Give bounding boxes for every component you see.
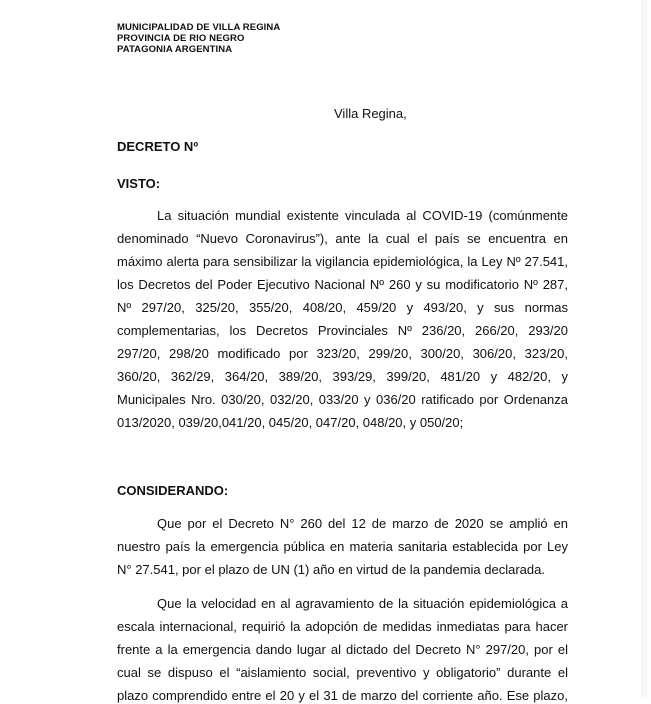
- letterhead: [117, 22, 280, 55]
- considerando-p2-line: plazo comprendido entre el 20 y el 31 de marzo del corriente año. Ese plazo,: [117, 688, 568, 703]
- visto-line: 360/20, 362/29, 364/20, 389/20, 393/29, 399/20, 481/20 y 482/20, y: [117, 369, 568, 384]
- considerando-p2-line: cual se dispuso el “aislamiento social, preventivo y obligatorio” durante el: [117, 665, 568, 680]
- visto-line: complementarias, los Decretos Provinciales Nº 236/20, 266/20, 293/20: [117, 323, 568, 338]
- letterhead-municipality: MUNICIPALIDAD DE VILLA REGINA: [117, 22, 281, 33]
- considerando-p2-line: frente a la emergencia dando lugar al dictado del Decreto N° 297/20, por el: [117, 642, 568, 657]
- visto-line: denominado “Nuevo Coronavirus”), ante la cual el país se encuentra en: [117, 231, 568, 246]
- visto-line: Municipales Nro. 030/20, 032/20, 033/20 y 036/20 ratificado por Ordenanza: [117, 392, 568, 407]
- decree-number-label: DECRETO Nº: [117, 139, 199, 154]
- letterhead-region: PATAGONIA ARGENTINA: [117, 44, 233, 55]
- visto-line: 013/2020, 039/20,041/20, 045/20, 047/20, 048/20, y 050/20;: [117, 415, 464, 430]
- visto-line: los Decretos del Poder Ejecutivo Nacional Nº 260 y su modificatorio Nº 287,: [117, 277, 568, 292]
- letterhead-province: PROVINCIA DE RIO NEGRO: [117, 33, 245, 44]
- page-edge-shadow: [641, 0, 651, 698]
- place-date: Villa Regina,: [334, 106, 407, 121]
- considerando-p2-line: Que la velocidad en al agravamiento de la situación epidemiológica a: [157, 596, 568, 611]
- considerando-p1-line: nuestro país la emergencia pública en materia sanitaria establecida por Ley: [117, 539, 568, 554]
- visto-line: Nº 297/20, 325/20, 355/20, 408/20, 459/20 y 493/20, y sus normas: [117, 300, 568, 315]
- visto-line: La situación mundial existente vinculada al COVID-19 (comúnmente: [157, 208, 568, 223]
- considerando-p1-line: Que por el Decreto N° 260 del 12 de marzo de 2020 se amplió en: [157, 516, 568, 531]
- considerando-p1-line: N° 27.541, por el plazo de UN (1) año en virtud de la pandemia declarada.: [117, 562, 545, 577]
- visto-line: 297/20, 298/20 modificado por 323/20, 299/20, 300/20, 306/20, 323/20,: [117, 346, 568, 361]
- visto-line: máximo alerta para sensibilizar la vigilancia epidemiológica, la Ley Nº 27.541,: [117, 254, 568, 269]
- considerando-heading: CONSIDERANDO:: [117, 483, 229, 498]
- visto-heading: VISTO:: [117, 176, 161, 191]
- considerando-p2-line: escala internacional, requirió la adopción de medidas inmediatas para hacer: [117, 619, 568, 634]
